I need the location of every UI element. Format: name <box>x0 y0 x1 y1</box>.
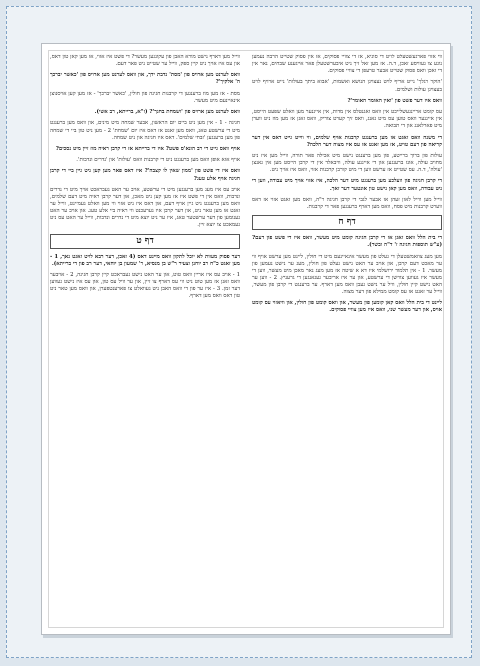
question-heading: די קרבן חגיגה פון וועלכע מען ברענגט מיט דער הלכה, איז אזוי אויך מיט עבודה, ווען די ניט עבודה, וואס מען קאן נישט טון אונטער דער זאך. <box>252 178 442 192</box>
text-columns <box>50 54 442 626</box>
paragraph: חגיגה - 1 - אין מען ניט ביים יום הראשון, אבער שמחה מיט מינים, און וואס מען ברענגט מיט די ערשטע טאג, וואס מען זאגט אז דאס איז יום 'שמחת' 2 - מען ניט טון ביי די שמחה פון מען ברענגען 'זבחי שלמים'. דאס איז חגיגה און ניט שמחה. <box>50 120 240 141</box>
question-heading: וואס איז דער פשט פון 'ואין האומר האומר'? <box>347 97 442 104</box>
right-column <box>252 54 442 626</box>
paragraph: עולות פון ברוך ברייטע, פון מען ברענגט נישט מיט אכילה פאר תורה, ווייל מען איז ניט מחויב עולה, אונז ברענגען און די אייגנע עולה, וויבאלד אין די קרבן הייסט מען אין גאנצן 'עולה', ד.ה. עס שטייט אז ערשט ווען די מיט קורבן קרבנות אזוי, וואס איז אויך ניט. <box>252 152 442 174</box>
question-heading: ליינט די בית הלל וואס קאן קומען פון מעשר, און וואס קומט פון חולין, און וויאזוי עס קומט אויס, און דער מעשר שני, וואס איז מען צוויי פסוקים. <box>252 300 442 314</box>
paragraph: מען מעג צוזאמשטעלן די געלט פון מעשר אינאיינעם מיט די חולין, ליינט מען ערשט אויף ווי ער מאכט דעם קרבן, און אויב ער האט נישט געלט פון חולין, מעג ער נישט נעמען פון מעשר. 1 - אין תלמוד ירושלמי איז דא א שיטה אז מען מעג נאר מאכן מיט מעשר, ווען די מעשר איז געווען צווישן די ערשטע, און ער איז אריבער געגאנגען די גרעניץ. 2 - ווען ער האט נישט קיין חולין, וויל ער נישט געבן וואס מען דארף. ער ברענגט די קרבן פון מעשר, ווייל ער זאגט אז עס קומט ממילא פון דער מצוה. <box>252 253 442 296</box>
question-heading: די משנה וואס זאגט אז מען ברענגט קרבנות אויף שלמים, ווי ווייט גייט דאס אין דער קריאה פון דעם טויט, אז מען זאגט אז עס איז מצוה דער הלכה? <box>252 134 442 148</box>
question-heading: וואס לערנט מען ארויס פון 'ושמחת בחגך'? (ז"א, ברייתא, רב אשי). <box>94 109 240 116</box>
paragraph: 'הוקר רגלך' נייט אריף לויט נעצויגן הנושא ואשמות, 'אבוא ביתך בעולות' נייט ארויף לויט בעצויגן עולות ושלמים. <box>252 79 442 93</box>
document-page <box>41 43 451 635</box>
paragraph: ווייל מען ווייל לאזן זעהן אז אבער לגבי די קרבן חגיגה ר"ה, וואס מען זאגט אזוי אז דאס ווערט קרבנות מיט פסח, וואס מען דארף ברענגען פאר די קרבנות. <box>252 196 442 210</box>
daf-heading: דף ט <box>50 234 240 249</box>
paragraph: 1 - אויב עס איז אריין וואס טוט, און ער האט נישט געבראכט קיין קרבן חגיגה, 2 - אויבער וואס זאגן אז מען טוט ניט ווי עס דארף צו זיין, און ער וויל עס טון, און עס איז נישט געווען דער זמן. 3 - איז ער פון די וואס האבן ניט געוואלט צו פארענטפערן, און וואס מען טאר ניט טון דאס וואס מען דארף. <box>50 271 240 300</box>
question-heading: די בית הלל וואס זאגן אז די קרבן חגיגה קומט מיט מעשר, וואס איז די פשט פון דעם? (ע"ש תוספות חגיגה ז' ד"ה ובשר). <box>252 235 442 249</box>
question-heading: וואס לערנט מען ארויס פון 'מסת' נדבת ידך, און וואס לערנט מען ארויס פון 'כאשר יברכך ה' אלקיך'? <box>50 72 240 86</box>
left-column <box>50 54 240 626</box>
question-heading: וואס איז די פשט פון 'ממון שאין לו קצבה'? איז דאס פאר מען קען ניט גיין ביי די קרבן חגיגה אויף אלע טעג? <box>50 168 240 182</box>
paragraph: ווי אזוי פארגעשטעלט לויט די סוגיא, אז די צוויי פסוקים, אז אין פסוק שטייט הרבה נעמען נוגע צו געוויסע זאכן, ד.ה. אז מען זאל זיך ניט איבערשטעלן פאר אייגענע שבחים, נאר אין די זאכן וואס פסוק שטייט אבער טרעפן די צוויי פסוקים. <box>252 54 442 75</box>
daf-heading: דף ח <box>252 215 442 230</box>
paragraph: אויב עס איז מעג מען ברענגען מיט די ערשטע, אויב ער האט געבראכט אויך מיט די נדרים ונדבות, וואס אין די פשט איז אז מען קען ניט מאכן, און דער קרבן ראיה מיט דעם שלמים, וואס מען ברענגט ניט גיין אויף דעם, און דאס איז ניט אזוי ווי מען וואלט געמיינט, ווייל ער זאגט אז מען טאר ניט, און דער קרבן איז גערעכנט ווי ראיה ביי אלע טעג. און אויב ער האט גענומען פון דער ערשטער טאג, איז ער ניט יוצא מיט די נדרים ונדבות, ווייל ער האט עס ניט געמאכט צו יוצא זיין. <box>50 186 240 229</box>
paragraph: עס קומט אריינגעשלייכט אין וואס זאגנטלס אין מדות, אין אייגנער מען וואלט שפעט הייסט, אין אייגנער וואס טוען עס מיט גאנג, וואס זיך קערט צוריק, וואס זאגן אז מען מוז ניט ווערן מיט פארלאנג און די תבואה. <box>252 109 442 130</box>
paragraph: מסת - אז מען מוז ברענגען די קרבנות חגיגה פון חולין, 'כאשר יברכך' - אז מען קען אויסנוצן אינאיינעם מיט מעשר. <box>50 90 240 104</box>
question-heading: דער פסוק מעוות לא יוכל לתקון וואס מיינט דאס (4 זאכן, דער רבא לויט זאגט נאך, 1 - מען זאגט כ"ח רב יוחנן וצעיר ר"ש בן מנסיא, ר' שמעון בן יוחאי, דער רב פון די ברייתא). <box>50 253 240 267</box>
paragraph: ווייל מען דארף נישט מורא האבן פון עקונגען מעשר? די פשט איז אזוי, אז מען קאן טון דאס, און עס איז אויך ניט קיין ספק, ווייל ער שטייט ניט פאר דעם. <box>50 54 240 68</box>
paragraph: אויף אזא אופן וואס מען ברענגט ניט די קרבנות וואס 'עולות' און 'נדרים ונדבות'. <box>76 157 240 164</box>
viewer-background <box>6 6 472 658</box>
question-heading: אויף וואס גייט די רב הונא'ס פשט? איז די ברייתא אז די קרבן ראיה מוז זיין מיט נסכים? <box>55 145 240 152</box>
